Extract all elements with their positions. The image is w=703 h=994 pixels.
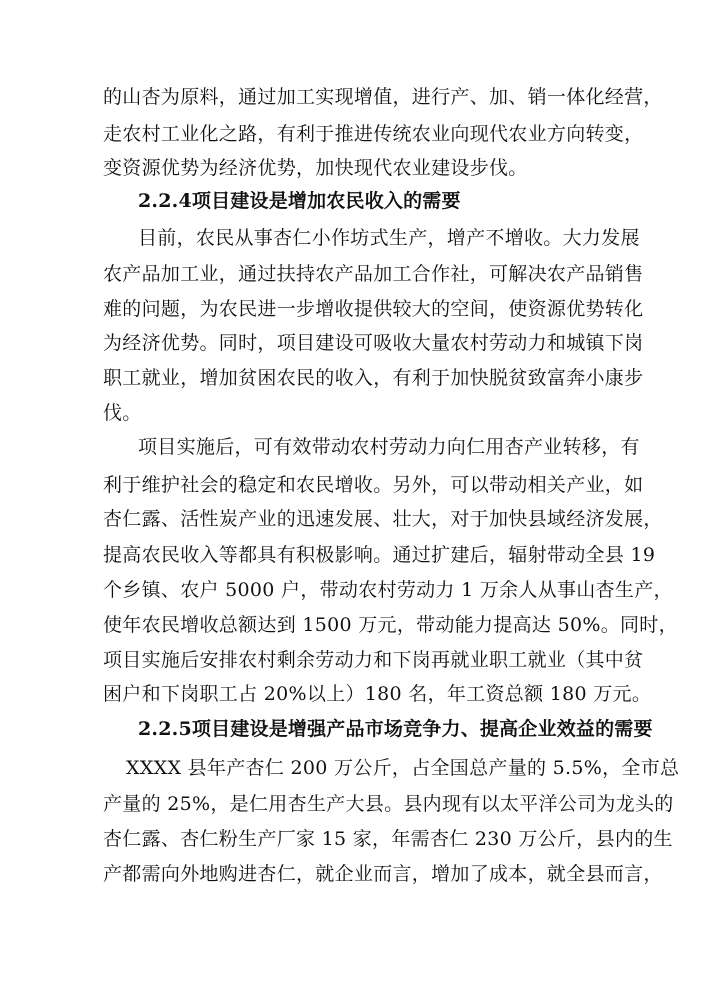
paragraph-line: 困户和下岗职工占 20%以上）180 名，年工资总额 180 万元。 — [103, 683, 652, 705]
paragraph-line: 杏仁露、活性炭产业的迅速发展、壮大，对于加快县域经济发展， — [103, 508, 663, 530]
paragraph-line: 提高农民收入等都具有积极影响。通过扩建后，辐射带动全县 19 — [103, 544, 656, 566]
paragraph-line: 项目实施后，可有效带动农村劳动力向仁用杏产业转移，有 — [138, 436, 640, 458]
section-heading-2-2-4: 2.2.4项目建设是增加农民收入的需要 — [138, 190, 461, 212]
paragraph-line: 伐。 — [103, 402, 142, 424]
paragraph-line: 产量的 25%，是仁用杏生产大县。县内现有以太平洋公司为龙头的 — [103, 793, 674, 815]
section-heading-2-2-5: 2.2.5项目建设是增强产品市场竞争力、提高企业效益的需要 — [138, 718, 653, 740]
paragraph-line: 难的问题，为农民进一步增收提供较大的空间，使资源优势转化 — [103, 298, 644, 320]
paragraph-line: 项目实施后安排农村剩余劳动力和下岗再就业职工就业（其中贫 — [103, 649, 644, 671]
paragraph-line: 目前，农民从事杏仁小作坊式生产，增产不增收。大力发展 — [138, 227, 640, 249]
paragraph-line: 走农村工业化之路，有利于推进传统农业向现代农业方向转变， — [103, 123, 644, 145]
paragraph-line: XXXX 县年产杏仁 200 万公斤，占全国总产量的 5.5%，全市总 — [126, 757, 680, 779]
paragraph-line: 产都需向外地购进杏仁，就企业而言，增加了成本，就全县而言， — [103, 863, 663, 885]
paragraph-line: 农产品加工业，通过扶持农产品加工合作社，可解决农产品销售 — [103, 263, 644, 285]
paragraph-line: 的山杏为原料，通过加工实现增值，进行产、加、销一体化经营， — [103, 86, 663, 108]
paragraph-line: 职工就业，增加贫困农民的收入，有利于加快脱贫致富奔小康步 — [103, 367, 644, 389]
paragraph-line: 杏仁露、杏仁粉生产厂家 15 家，年需杏仁 230 万公斤，县内的生 — [103, 828, 673, 850]
paragraph-line: 使年农民增收总额达到 1500 万元，带动能力提高达 50%。同时， — [103, 614, 678, 636]
paragraph-line: 变资源优势为经济优势，加快现代农业建设步伐。 — [103, 157, 528, 179]
paragraph-line: 利于维护社会的稳定和农民增收。另外，可以带动相关产业，如 — [103, 474, 644, 496]
paragraph-line: 为经济优势。同时，项目建设可吸收大量农村劳动力和城镇下岗 — [103, 332, 644, 354]
paragraph-line: 个乡镇、农户 5000 户，带动农村劳动力 1 万余人从事山杏生产， — [103, 579, 673, 601]
